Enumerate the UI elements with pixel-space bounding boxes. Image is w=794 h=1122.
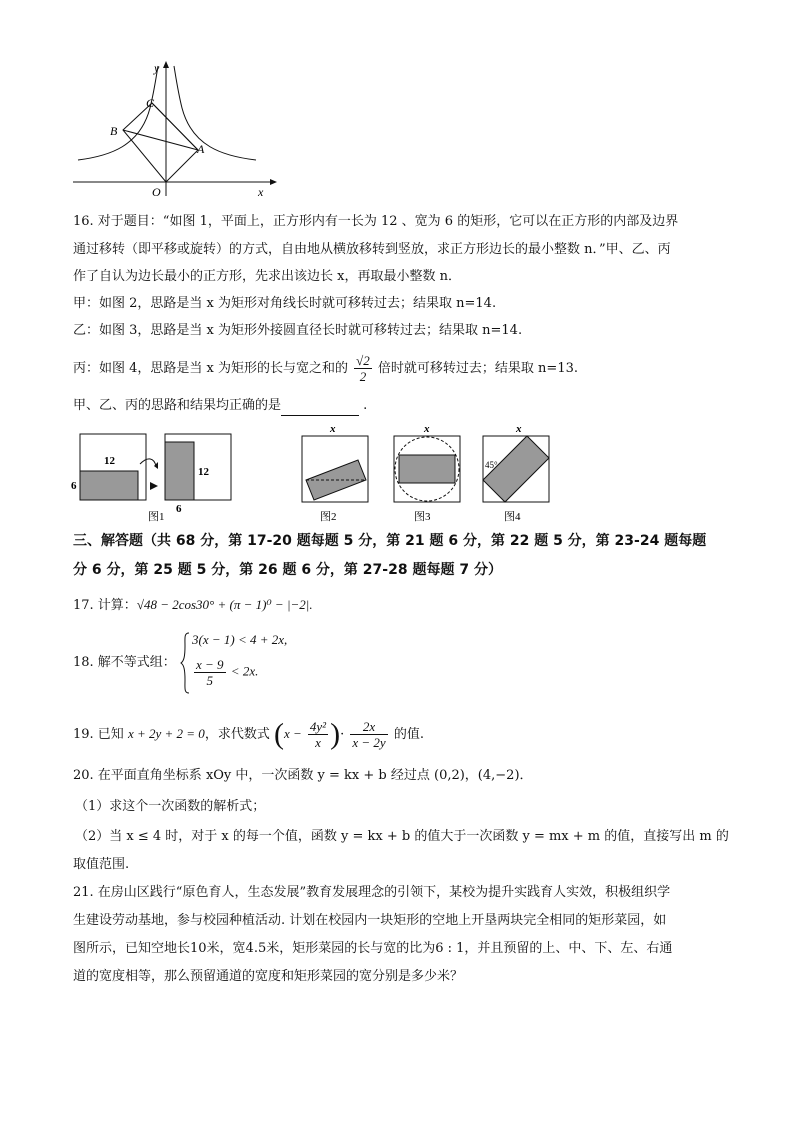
q20-part2: （2）当 x ≤ 4 时，对于 x 的每一个值，函数 y = kx + b 的值大于一次函数 y = mx + m 的值，直接写出 m 的 bbox=[75, 829, 729, 844]
q18-inequality-2 bbox=[192, 657, 258, 688]
q16-jia: 甲：如图 2，思路是当 x 为矩形对角线长时就可移转过去；结果取 n=14. bbox=[73, 296, 497, 311]
q16-bing-pre: 丙：如图 4，思路是当 x 为矩形的长与宽之和的 bbox=[73, 361, 348, 376]
q20-part1: （1）求这个一次函数的解析式； bbox=[75, 799, 266, 814]
q19-fraction-1-num: 4y² bbox=[309, 719, 327, 734]
fig3-rect bbox=[399, 455, 455, 483]
q17-label: 17. 计算： bbox=[73, 598, 137, 613]
q21-line1: 21. 在房山区践行“原色育人，生态发展”教育发展理念的引领下，某校为提升实践育人实效，积极组织学 bbox=[73, 885, 671, 900]
q19-expr-x: x − bbox=[283, 726, 302, 741]
fig1-rect-horizontal bbox=[80, 471, 138, 500]
fig4-x-label: x bbox=[516, 426, 522, 435]
fig4-caption: 图4 bbox=[504, 511, 521, 523]
q16-line2: 通过移转（即平移或旋转）的方式，自由地从横放移转到竖放，求正方形边长的最小整数 n．”甲、乙、丙 bbox=[73, 242, 671, 257]
answer-blank bbox=[281, 401, 359, 416]
q20-line1: 20. 在平面直角坐标系 xOy 中，一次函数 y = kx + b 经过点 (0,2)，(4,−2)． bbox=[73, 768, 533, 783]
fig1-len12-a: 12 bbox=[104, 455, 115, 467]
square-abc bbox=[123, 103, 198, 182]
q18-fraction-num: x − 9 bbox=[196, 657, 224, 672]
q16-bing-post: 倍时就可移转过去；结果取 n=13. bbox=[377, 361, 578, 376]
fig4-angle-label: 45° bbox=[485, 460, 498, 470]
q18-fraction-den: 5 bbox=[206, 673, 214, 688]
section3-heading-line1: 三、解答题（共 68 分，第 17-20 题每题 5 分，第 21 题 6 分，第 22 题 5 分，第 23-24 题每题 bbox=[73, 533, 707, 549]
q19-fraction-1-den: x bbox=[315, 735, 321, 750]
hyperbola-left-branch bbox=[78, 66, 158, 160]
q19-fraction-2-num: 2x bbox=[350, 719, 387, 735]
q19-fraction-1 bbox=[308, 719, 328, 750]
label-a: A bbox=[197, 142, 205, 156]
q17 bbox=[73, 595, 313, 616]
q19-dot: · bbox=[340, 727, 345, 742]
label-b: B bbox=[110, 124, 118, 138]
fig1-caption: 图1 bbox=[148, 511, 165, 523]
q19-paren-close: ) bbox=[330, 717, 341, 751]
fig3-caption: 图3 bbox=[414, 511, 431, 523]
q18-fraction bbox=[194, 657, 226, 688]
y-axis-arrow bbox=[163, 61, 169, 68]
q18-label: 18. 解不等式组： bbox=[73, 655, 176, 670]
hyperbola-right-branch bbox=[174, 66, 256, 160]
segment-ca bbox=[152, 103, 198, 150]
q19-paren-open: ( bbox=[273, 717, 284, 751]
q21-line4: 道的宽度相等，那么预留通道的宽度和矩形菜园的宽分别是多少米？ bbox=[73, 969, 464, 984]
label-o: O bbox=[152, 185, 161, 199]
q19 bbox=[73, 714, 424, 755]
q19-pre: 19. 已知 bbox=[73, 727, 124, 742]
fig1-len6-a: 6 bbox=[71, 480, 77, 492]
q16-ask-end: . bbox=[363, 398, 368, 413]
q16-line3: 作了自认为边长最小的正方形，先求出该边长 x，再取最小整数 n． bbox=[73, 269, 461, 284]
q19-post: 的值. bbox=[393, 727, 424, 742]
q21-line2: 生建设劳动基地，参与校园种植活动. 计划在校园内一块矩形的空地上开垦两块完全相同的矩形菜园，如 bbox=[73, 913, 667, 928]
q16-ask-text: 甲、乙、丙的思路和结果均正确的是 bbox=[73, 398, 282, 413]
fig3-x-label: x bbox=[424, 426, 430, 435]
label-y: y bbox=[154, 61, 160, 75]
q16-ask bbox=[73, 396, 367, 416]
fig2-caption: 图2 bbox=[320, 511, 337, 523]
fraction-denominator: 2 bbox=[359, 369, 367, 384]
fig2-x-label: x bbox=[330, 426, 336, 435]
q20-part2-cont: 取值范围. bbox=[73, 857, 130, 872]
left-brace-icon bbox=[180, 632, 190, 694]
q17-expression: √48 − 2cos30° + (π − 1)⁰ − |−2|. bbox=[136, 597, 313, 612]
coordinate-graph bbox=[70, 58, 280, 203]
q16-yi: 乙：如图 3，思路是当 x 为矩形外接圆直径长时就可移转过去；结果取 n=14. bbox=[73, 323, 523, 338]
fig1-len12-b: 12 bbox=[198, 466, 209, 478]
label-x: x bbox=[258, 185, 264, 199]
q19-fraction-2 bbox=[350, 719, 387, 750]
q18-inequality-2-rest: < 2x. bbox=[230, 663, 259, 679]
q18-inequality-1: 3(x − 1) < 4 + 2x, bbox=[192, 632, 288, 647]
fig1-rect-vertical bbox=[165, 442, 194, 500]
q19-mid: ，求代数式 bbox=[204, 727, 270, 742]
q21-line3: 图所示，已知空地长10米，宽4.5米，矩形菜园的长与宽的比为6 : 1，并且预留的上、中、下、左、右通 bbox=[73, 941, 673, 956]
x-axis-arrow bbox=[270, 179, 277, 185]
q19-condition: x + 2y + 2 = 0 bbox=[127, 726, 205, 741]
fraction-numerator: √2 bbox=[356, 353, 370, 368]
q16-line1: 16. 对于题目：“如图 1，平面上，正方形内有一长为 12 、宽为 6 的矩形，它可以在正方形的内部及边界 bbox=[73, 214, 679, 229]
figures-row bbox=[68, 426, 558, 524]
fig1-len6-b: 6 bbox=[176, 503, 182, 515]
q19-fraction-2-den: x − 2y bbox=[352, 735, 386, 750]
label-c: C bbox=[146, 96, 155, 110]
rotate-arrow-icon bbox=[140, 459, 156, 466]
sqrt2-over-2-fraction bbox=[354, 353, 372, 384]
q16-bing bbox=[73, 352, 578, 386]
segment-ba bbox=[123, 130, 198, 150]
section3-heading-line2: 分 6 分，第 25 题 5 分，第 26 题 6 分，第 27-28 题每题 7 分） bbox=[73, 562, 502, 578]
move-arrow-icon bbox=[150, 482, 158, 490]
